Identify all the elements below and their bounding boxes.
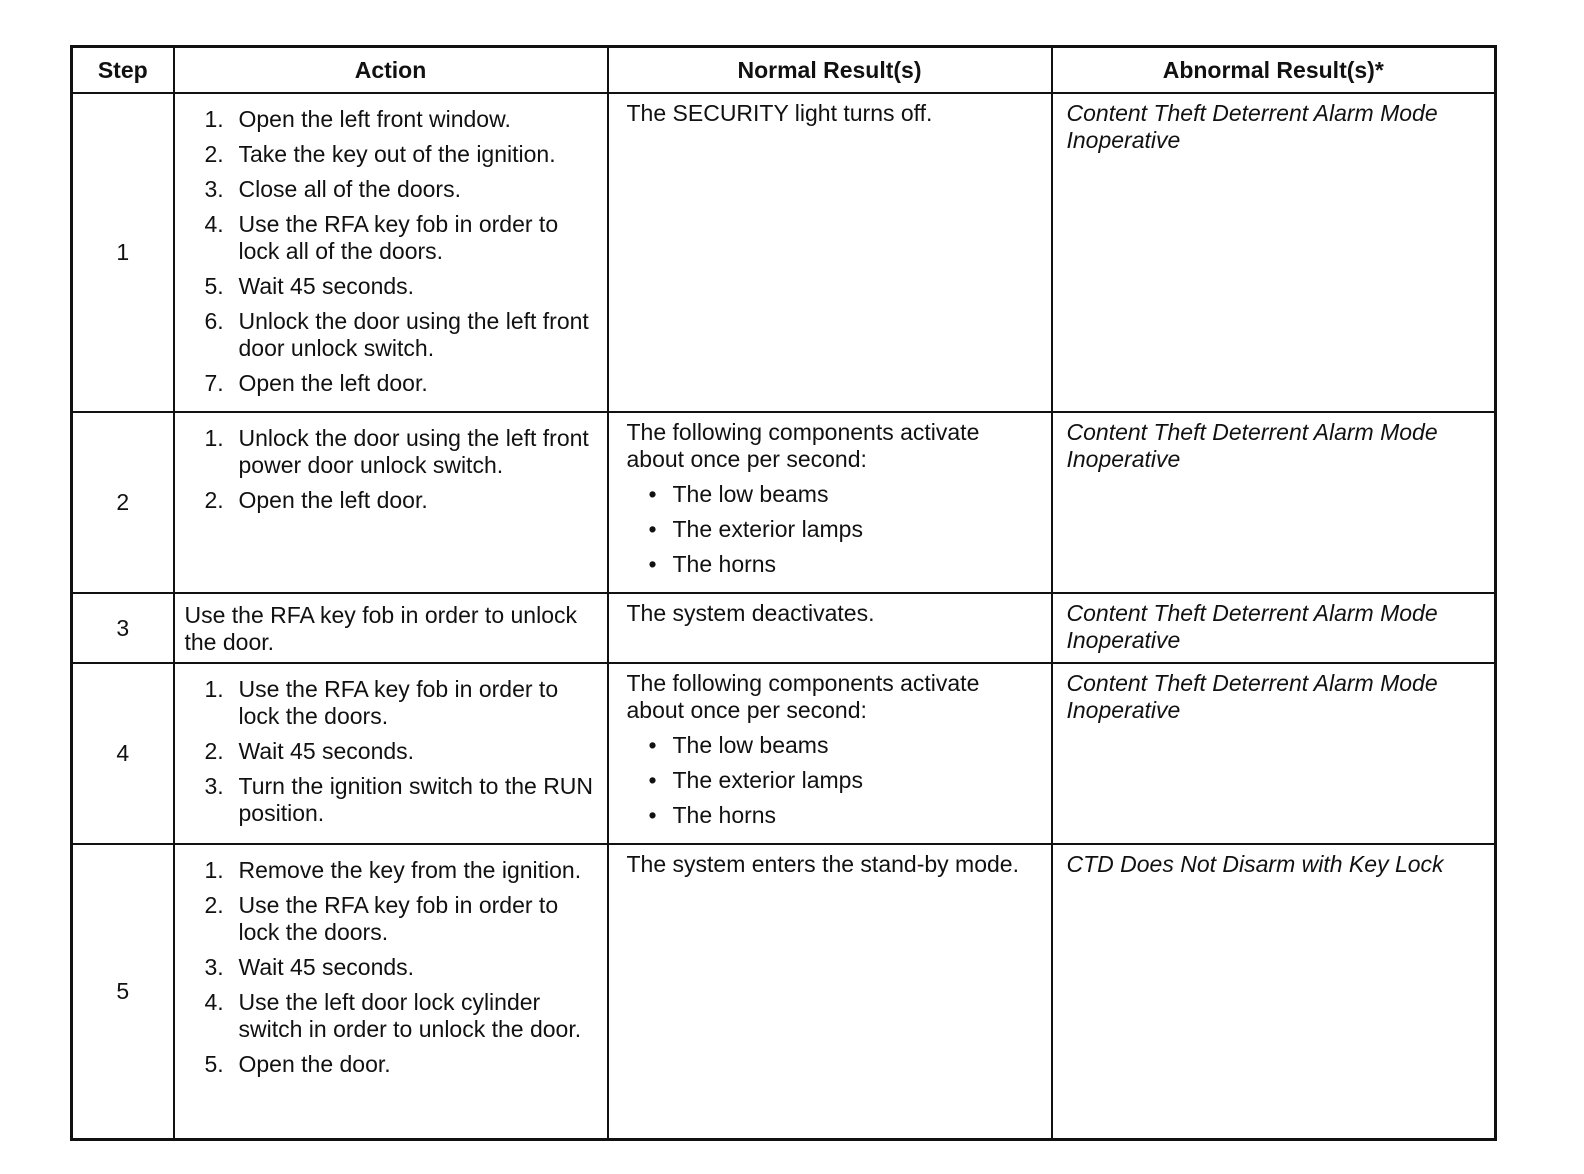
action-item-number: 1. — [204, 857, 224, 883]
header-normal-results: Normal Result(s) — [608, 47, 1052, 94]
normal-result-cell — [608, 93, 1052, 412]
action-cell — [174, 844, 608, 1139]
action-item-number: 4. — [204, 989, 224, 1015]
action-item — [205, 308, 597, 362]
action-list — [205, 676, 597, 827]
bullet-icon: • — [648, 767, 657, 793]
normal-result-list — [627, 481, 1041, 578]
action-item-number: 4. — [204, 211, 224, 237]
normal-result-list — [627, 732, 1041, 829]
abnormal-result-link-text: Content Theft Deterrent Alarm Mode Inoperative — [1066, 600, 1438, 653]
step-number: 4 — [72, 663, 174, 844]
normal-result-text: The system enters the stand-by mode. — [626, 851, 1019, 877]
action-item-text: Wait 45 seconds. — [238, 954, 415, 980]
normal-result-cell — [608, 663, 1052, 844]
abnormal-result-cell — [1052, 412, 1496, 593]
action-item — [205, 370, 597, 397]
action-item-text: Open the left door. — [238, 487, 428, 513]
action-cell — [174, 412, 608, 593]
normal-result-item-text: The horns — [672, 802, 777, 828]
action-item — [205, 106, 597, 133]
step-number: 2 — [72, 412, 174, 593]
action-item-number: 1. — [204, 106, 224, 132]
action-item-text: Use the RFA key fob in order to lock the doors. — [238, 676, 559, 729]
normal-result-item — [649, 551, 1041, 578]
table-row — [72, 844, 1496, 1139]
action-item — [205, 273, 597, 300]
action-item-number: 3. — [204, 773, 224, 799]
step-number: 3 — [72, 593, 174, 663]
action-item-text: Use the left door lock cylinder switch in order to unlock the door. — [238, 989, 582, 1042]
action-item — [205, 773, 597, 827]
step-number: 1 — [72, 93, 174, 412]
header-action: Action — [174, 47, 608, 94]
abnormal-result-link-text: Content Theft Deterrent Alarm Mode Inoperative — [1066, 100, 1438, 153]
action-item — [205, 892, 597, 946]
normal-result-cell — [608, 844, 1052, 1139]
bullet-icon: • — [648, 516, 657, 542]
step-number: 5 — [72, 844, 174, 1139]
header-step: Step — [72, 47, 174, 94]
action-list — [205, 857, 597, 1078]
normal-result-cell — [608, 593, 1052, 663]
action-item-number: 1. — [204, 676, 224, 702]
action-item-number: 3. — [204, 176, 224, 202]
header-abnormal-results: Abnormal Result(s)* — [1052, 47, 1496, 94]
abnormal-result-link-text: Content Theft Deterrent Alarm Mode Inoperative — [1066, 419, 1438, 472]
bullet-icon: • — [648, 481, 657, 507]
normal-result-item-text: The exterior lamps — [672, 767, 863, 793]
normal-result-text: The SECURITY light turns off. — [626, 100, 933, 126]
normal-result-text: The system deactivates. — [626, 600, 875, 626]
table-header — [72, 47, 1496, 94]
normal-result-text: The following components activate about once per second: — [626, 670, 980, 723]
normal-result-item-text: The low beams — [672, 481, 829, 507]
action-item — [205, 487, 597, 514]
action-item-number: 2. — [204, 738, 224, 764]
action-item-number: 2. — [204, 487, 224, 513]
action-item-text: Open the door. — [238, 1051, 391, 1077]
action-item-number: 2. — [204, 892, 224, 918]
normal-result-item — [649, 802, 1041, 829]
diagnostic-table — [70, 45, 1497, 1141]
action-item — [205, 1051, 597, 1078]
abnormal-result-cell — [1052, 93, 1496, 412]
action-item-text: Open the left door. — [238, 370, 428, 396]
action-text: Use the RFA key fob in order to unlock the door. — [184, 602, 577, 655]
bullet-icon: • — [648, 802, 657, 828]
action-item-text: Unlock the door using the left front power door unlock switch. — [238, 425, 589, 478]
table-row — [72, 412, 1496, 593]
action-item — [205, 211, 597, 265]
abnormal-result-cell — [1052, 844, 1496, 1139]
action-item — [205, 954, 597, 981]
table-row — [72, 663, 1496, 844]
action-item-text: Remove the key from the ignition. — [238, 857, 582, 883]
table-row — [72, 593, 1496, 663]
action-item — [205, 857, 597, 884]
action-item-number: 5. — [204, 273, 224, 299]
normal-result-cell — [608, 412, 1052, 593]
abnormal-result-cell — [1052, 593, 1496, 663]
action-cell — [174, 593, 608, 663]
action-cell — [174, 663, 608, 844]
action-cell — [174, 93, 608, 412]
action-item-text: Wait 45 seconds. — [238, 273, 415, 299]
action-item-number: 6. — [204, 308, 224, 334]
abnormal-result-cell — [1052, 663, 1496, 844]
normal-result-item-text: The low beams — [672, 732, 829, 758]
action-item-number: 1. — [204, 425, 224, 451]
action-item — [205, 676, 597, 730]
abnormal-result-link-text: CTD Does Not Disarm with Key Lock — [1066, 851, 1444, 877]
bullet-icon: • — [648, 732, 657, 758]
action-item-text: Wait 45 seconds. — [238, 738, 415, 764]
normal-result-item-text: The horns — [672, 551, 777, 577]
action-item — [205, 989, 597, 1043]
action-item — [205, 425, 597, 479]
header-row — [72, 47, 1496, 94]
action-item-number: 5. — [204, 1051, 224, 1077]
action-item — [205, 738, 597, 765]
action-item-text: Turn the ignition switch to the RUN position. — [238, 773, 594, 826]
normal-result-text: The following components activate about once per second: — [626, 419, 980, 472]
bullet-icon: • — [648, 551, 657, 577]
action-item — [205, 176, 597, 203]
action-item-text: Take the key out of the ignition. — [238, 141, 556, 167]
action-item-text: Use the RFA key fob in order to lock all of the doors. — [238, 211, 559, 264]
action-item-number: 2. — [204, 141, 224, 167]
normal-result-item — [649, 516, 1041, 543]
table-row — [72, 93, 1496, 412]
action-item — [205, 141, 597, 168]
normal-result-item — [649, 481, 1041, 508]
action-item-text: Open the left front window. — [238, 106, 511, 132]
normal-result-item — [649, 732, 1041, 759]
action-item-number: 3. — [204, 954, 224, 980]
table-body — [72, 93, 1496, 1139]
action-item-text: Close all of the doors. — [238, 176, 461, 202]
normal-result-item-text: The exterior lamps — [672, 516, 863, 542]
abnormal-result-link-text: Content Theft Deterrent Alarm Mode Inoperative — [1066, 670, 1438, 723]
action-list — [205, 425, 597, 514]
normal-result-item — [649, 767, 1041, 794]
action-list — [205, 106, 597, 397]
action-item-number: 7. — [204, 370, 224, 396]
action-item-text: Use the RFA key fob in order to lock the doors. — [238, 892, 559, 945]
action-item-text: Unlock the door using the left front door unlock switch. — [238, 308, 589, 361]
